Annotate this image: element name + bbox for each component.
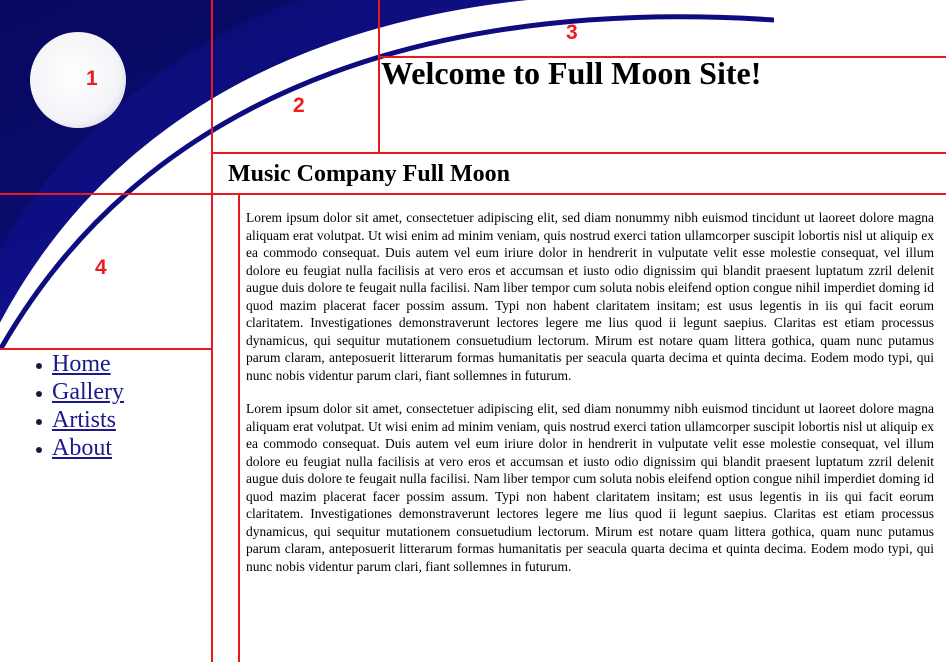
region-line-h-company-top [211,152,946,154]
nav-link-gallery[interactable]: Gallery [52,379,124,405]
region-number-4: 4 [95,256,107,279]
company-name: Music Company Full Moon [228,161,511,187]
content-paragraph: Lorem ipsum dolor sit amet, consectetuer adipiscing elit, sed diam nonummy nibh euismod tincidunt ut laoreet dolore magna aliquam erat volutpat. Ut wisi enim ad minim veniam, quis nostrud exerci tation ullamcorper suscipit lobortis nisl ut aliquip ex ea commodo consequat. Duis autem vel eum iriure dolor in hendrerit in vulputate velit esse molestie consequat, vel illum dolore eu feugiat nulla facilisis at vero eros et accumsan et iusto odio dignissim qui blandit praesent luptatum zzril delenit augue duis dolore te feugait nulla facilisi. Nam liber tempor cum soluta nobis eleifend option congue nihil imperdiet doming id quod mazim placerat facer possim assum. Typi non habent claritatem insitam; est usus legentis in iis qui facit eorum claritatem. Investigationes demonstraverunt lectores legere me lius quod ii legunt saepius. Claritas est etiam processus dynamicus, qui sequitur mutationem consuetudium lectorum. Mirum est notare quam littera gothica, quam nunc putamus parum claram, anteposuerit litterarum formas humanitatis per seacula quarta decima et quinta decima. Eodem modo typi, qui nunc nobis videntur parum clari, fiant sollemnes in futurum. [246,401,934,574]
region-line-h-header-bottom [0,193,946,195]
region-line-v-content [238,195,240,662]
region-number-3: 3 [566,21,578,44]
page-title: Welcome to Full Moon Site! [381,55,762,91]
full-moon-icon [30,32,126,128]
region-number-2: 2 [293,94,305,117]
region-line-v-mid [378,0,380,153]
nav-link-artists[interactable]: Artists [52,407,117,433]
nav-item-about [30,434,124,462]
nav-link-about[interactable]: About [52,435,112,461]
region-number-1: 1 [86,67,98,90]
nav-item-home [30,350,124,378]
content-paragraph: Lorem ipsum dolor sit amet, consectetuer adipiscing elit, sed diam nonummy nibh euismod tincidunt ut laoreet dolore magna aliquam erat volutpat. Ut wisi enim ad minim veniam, quis nostrud exerci tation ullamcorper suscipit lobortis nisl ut aliquip ex ea commodo consequat. Duis autem vel eum iriure dolor in hendrerit in vulputate velit esse molestie consequat, vel illum dolore eu feugiat nulla facilisis at vero eros et accumsan et iusto odio dignissim qui blandit praesent luptatum zzril delenit augue duis dolore te feugait nulla facilisi. Nam liber tempor cum soluta nobis eleifend option congue nihil imperdiet doming id quod mazim placerat facer possim assum. Typi non habent claritatem insitam; est usus legentis in iis qui facit eorum claritatem. Investigationes demonstraverunt lectores legere me lius quod ii legunt saepius. Claritas est etiam processus dynamicus, qui sequitur mutationem consuetudium lectorum. Mirum est notare quam littera gothica, quam nunc putamus parum claram, anteposuerit litterarum formas humanitatis per seacula quarta decima et quinta decima. Eodem modo typi, qui nunc nobis videntur parum clari, fiant sollemnes in futurum. [246,210,934,383]
main-content [246,209,934,591]
region-line-v-left [211,0,213,662]
nav-item-artists [30,406,124,434]
main-nav [30,350,124,462]
nav-item-gallery [30,378,124,406]
nav-link-home[interactable]: Home [52,351,111,377]
